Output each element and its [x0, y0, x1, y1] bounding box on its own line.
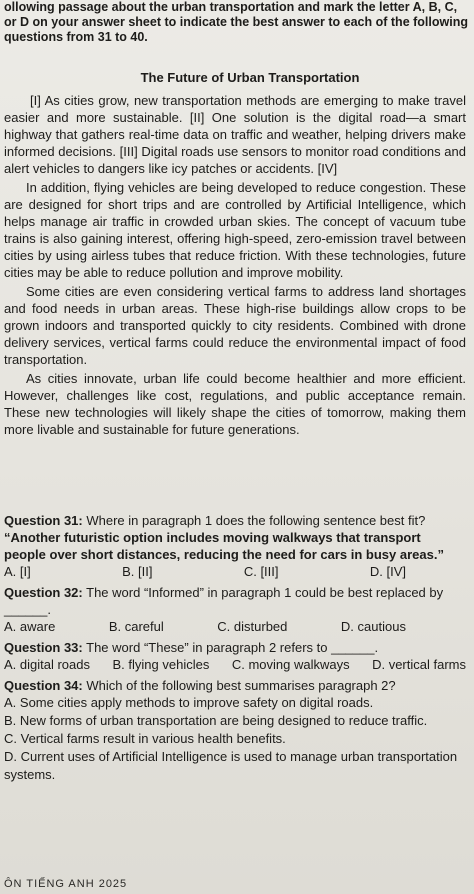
instructions: ollowing passage about the urban transportation and mark the letter A, B, C, or D on your answer sheet to indicate the best answer to each of the following questions from 31 to 40. [4, 0, 468, 44]
question-text: Which of the following best summarises paragraph 2? [86, 678, 396, 693]
paragraph-2: In addition, flying vehicles are being developed to reduce congestion. These are designed for short trips and are controlled by Artificial Intelligence, which helps manage air traffic in crowded urban skies. The concept of vacuum tube trains is also gaining interest, offering high-speed, zero-emission travel between cities by using airless tubes that reduce friction. With these technologies, future cities may be able to reduce pollution and improve mobility. [4, 180, 466, 280]
option-d[interactable]: D. vertical farms [372, 657, 466, 672]
question-label: Question 34: [4, 678, 83, 693]
option-c[interactable]: C. disturbed [217, 619, 288, 634]
question-label: Question 31: [4, 513, 83, 528]
paragraph-1: [I] As cities grow, new transportation methods are emerging to make travel easier and more sustainable. [II] One solution is the digital road—a smart highway that gathers real-time data on traffic and weather, helping drivers make informed decisions. [III] Digital roads use sensors to monitor road conditions and alert vehicles to dangers like icy patches or accidents. [IV] [4, 93, 466, 176]
reading-passage [4, 92, 466, 440]
option-b[interactable]: B. [II] [122, 564, 153, 579]
question-list [4, 512, 466, 788]
question-33 [4, 639, 466, 673]
option-d[interactable]: D. [IV] [369, 564, 406, 579]
option-a[interactable]: A. Some cities apply methods to improve safety on digital roads. [4, 695, 374, 710]
option-d[interactable]: D. Current uses of Artificial Intelligence is used to manage urban transportation systems. [4, 749, 458, 782]
option-b[interactable]: B. New forms of urban transportation are being designed to reduce traffic. [4, 713, 428, 728]
question-text: Where in paragraph 1 does the following sentence best fit? [86, 513, 426, 528]
question-32 [4, 584, 466, 635]
question-34 [4, 677, 466, 784]
question-text: The word “These” in paragraph 2 refers to ______. [86, 640, 379, 655]
footer-label: ÔN TIẾNG ANH 2025 [4, 878, 128, 890]
option-c[interactable]: C. moving walkways [231, 657, 350, 672]
option-c[interactable]: C. Vertical farms result in various health benefits. [4, 731, 286, 746]
option-a[interactable]: A. [I] [4, 564, 31, 579]
question-31 [4, 512, 466, 580]
option-d[interactable]: D. cautious [340, 619, 406, 634]
question-label: Question 32: [4, 585, 83, 600]
passage-title: The Future of Urban Transportation [140, 70, 360, 85]
option-b[interactable]: B. flying vehicles [112, 657, 210, 672]
question-quote: “Another futuristic option includes moving walkways that transport people over short distances, reducing the need for cars in busy areas.” [4, 530, 444, 562]
question-text: The word “Informed” in paragraph 1 could be best replaced by ______. [4, 585, 444, 617]
option-b[interactable]: B. careful [108, 619, 164, 634]
paragraph-4: As cities innovate, urban life could become healthier and more efficient. However, challenges like cost, regulations, and public acceptance remain. These new technologies will likely shape the cities of tomorrow, making them more livable and sustainable for future generations. [4, 371, 466, 437]
question-label: Question 33: [4, 640, 83, 655]
option-a[interactable]: A. digital roads [4, 657, 90, 672]
paragraph-3: Some cities are even considering vertical farms to address land shortages and food needs in urban areas. These high-rise buildings allow crops to be grown indoors and transported quickly to city residents. Combined with drone delivery services, vertical farms could reduce the environmental impact of food transportation. [4, 284, 466, 367]
option-c[interactable]: C. [III] [243, 564, 279, 579]
option-a[interactable]: A. aware [4, 619, 56, 634]
